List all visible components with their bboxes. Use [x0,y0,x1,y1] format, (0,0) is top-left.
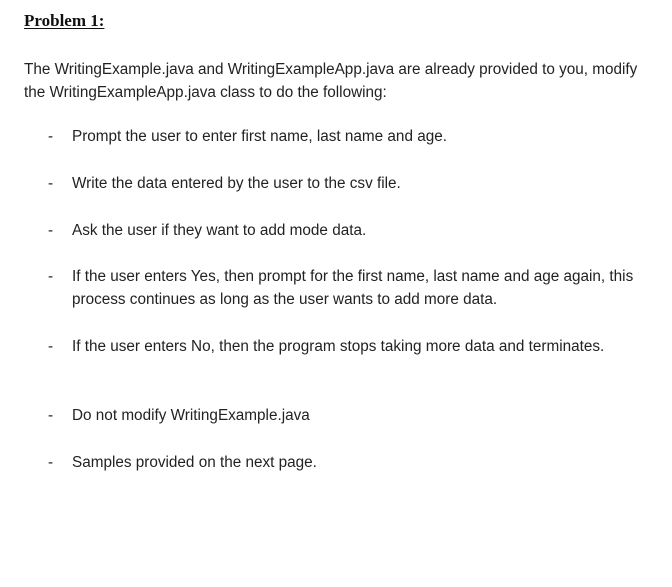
list-item-text: Ask the user if they want to add mode data. [72,222,367,239]
bullet-dash: - [48,222,54,239]
list-item-text: If the user enters No, then the program stops taking more data and terminates. [72,338,605,355]
bullet-dash: - [48,454,54,471]
intro-paragraph: The WritingExample.java and WritingExampleApp.java are already provided to you, modify the WritingExampleApp.java class to do the following: [24,61,638,101]
bullet-dash: - [48,407,54,424]
list-item-text: Write the data entered by the user to the csv file. [72,175,401,192]
list-item-text: Do not modify WritingExample.java [72,407,310,424]
bullet-dash: - [48,268,54,285]
problem-heading: Problem 1: [24,11,105,30]
list-item-text: If the user enters Yes, then prompt for the first name, last name and age again, this process continues as long as the user wants to add more data. [72,268,634,308]
bullet-dash: - [48,338,54,355]
bullet-dash: - [48,175,54,192]
bullet-dash: - [48,128,54,145]
list-item-text: Prompt the user to enter first name, last name and age. [72,128,447,145]
list-item-text: Samples provided on the next page. [72,454,317,471]
